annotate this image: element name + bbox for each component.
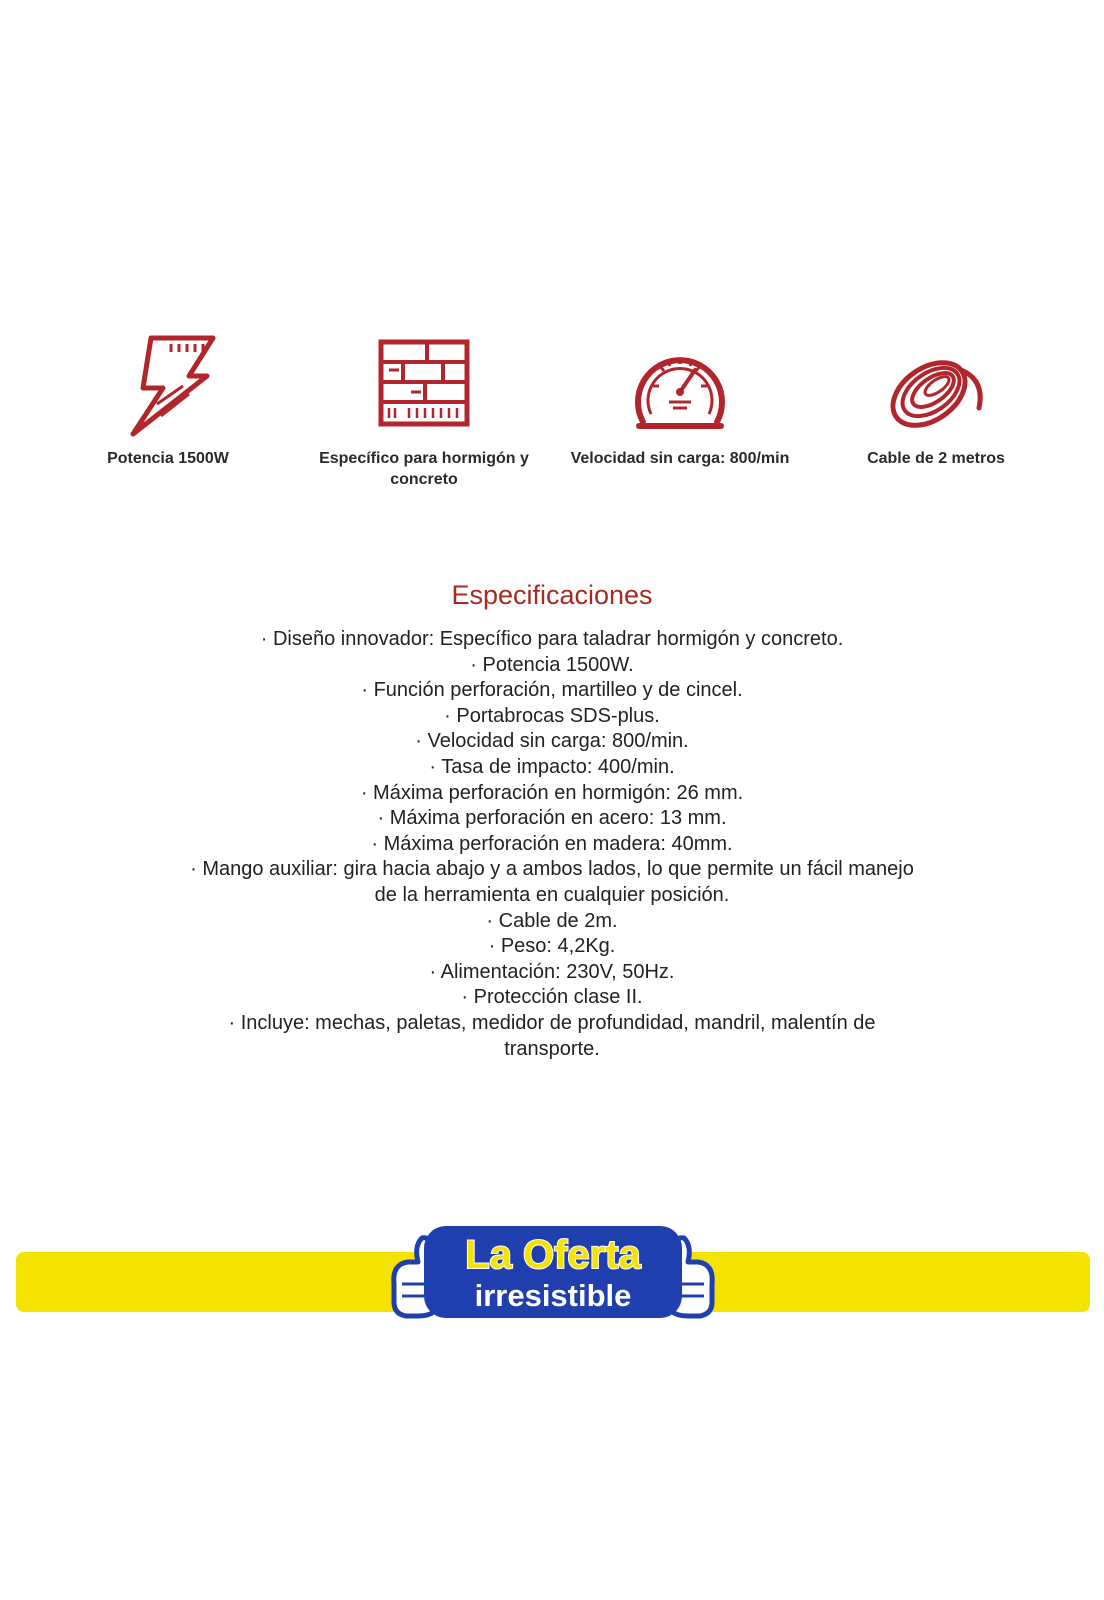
feature-label: Específico para hormigón y concreto xyxy=(319,450,529,488)
spec-item: · Mango auxiliar: gira hacia abajo y a ambos lados, lo que permite un fácil manejo de la herramienta en cualquier posición. xyxy=(180,857,924,908)
feature-label: Velocidad sin carga: 800/min xyxy=(570,450,790,467)
feature-concrete xyxy=(296,330,552,490)
cable-coil-icon xyxy=(881,330,991,440)
brand-line-2: irresistible xyxy=(474,1278,632,1313)
feature-cable xyxy=(808,330,1064,490)
spec-item: · Máxima perforación en hormigón: 26 mm. xyxy=(180,781,924,807)
lightning-bolt-icon xyxy=(113,330,223,440)
spec-item: · Alimentación: 230V, 50Hz. xyxy=(180,960,924,986)
feature-power xyxy=(40,330,296,490)
spec-item: · Potencia 1500W. xyxy=(180,653,924,679)
spec-item: · Cable de 2m. xyxy=(180,909,924,935)
brick-wall-icon xyxy=(369,330,479,440)
spec-item: · Incluye: mechas, paletas, medidor de profundidad, mandril, malentín de transporte. xyxy=(180,1011,924,1062)
spec-item: · Protección clase II. xyxy=(180,985,924,1011)
spec-item: · Función perforación, martilleo y de cincel. xyxy=(180,678,924,704)
specifications-title: Especificaciones xyxy=(451,580,653,610)
spec-item: · Peso: 4,2Kg. xyxy=(180,934,924,960)
brand-logo xyxy=(388,1222,718,1322)
spec-item: · Diseño innovador: Específico para taladrar hormigón y concreto. xyxy=(180,627,924,653)
brand-line-1: La Oferta xyxy=(465,1233,641,1277)
specifications-section xyxy=(180,580,924,1062)
feature-label: Cable de 2 metros xyxy=(867,450,1005,467)
spec-item: · Velocidad sin carga: 800/min. xyxy=(180,729,924,755)
spec-item: · Máxima perforación en acero: 13 mm. xyxy=(180,806,924,832)
spec-item: · Tasa de impacto: 400/min. xyxy=(180,755,924,781)
feature-speed xyxy=(552,330,808,490)
feature-label: Potencia 1500W xyxy=(107,450,229,467)
spec-item: · Máxima perforación en madera: 40mm. xyxy=(180,832,924,858)
speedometer-icon xyxy=(625,330,735,440)
spec-item: · Portabrocas SDS-plus. xyxy=(180,704,924,730)
specifications-list xyxy=(180,627,924,1062)
feature-icons-row xyxy=(40,330,1064,490)
